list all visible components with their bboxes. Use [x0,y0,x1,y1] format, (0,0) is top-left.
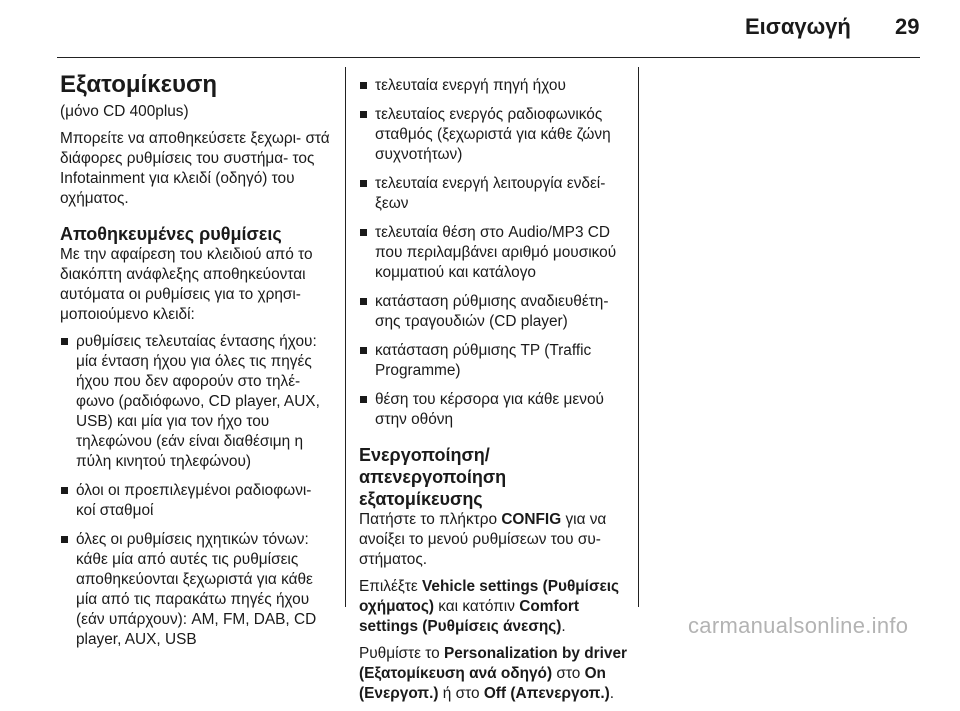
list-item: θέση του κέρσορα για κάθε μενού στην οθόνη [359,390,634,430]
intro-model-note: (μόνο CD 400plus) [60,103,189,120]
list-item: τελευταίος ενεργός ραδιοφωνικός σταθμός (ξεχωριστά για κάθε ζώνη συχνοτήτων) [359,105,634,165]
running-header-title: Εισαγωγή [745,14,851,39]
list-item: κατάσταση ρύθμισης αναδιευθέτη- σης τραγουδιών (CD player) [359,292,634,332]
set-mid-1: στο [556,665,581,682]
off-option-label: Off (Απενεργοπ.) [483,685,610,702]
config-key: CONFIG [501,511,562,528]
list-item: όλες οι ρυθμίσεις ηχητικών τόνων: κάθε μία από αυτές τις ρυθμίσεις αποθηκεύονται ξεχωριστά για κάθε μία από τις παρακάτω πηγές ήχου (εάν υπάρχουν): AM, FM, DAB, CD player, AUX, USB [60,530,330,650]
config-pre: Πατήστε το πλήκτρο [359,511,498,528]
config-instruction [359,510,634,570]
toggle-title-line-1: Ενεργοποίηση/ [359,445,490,465]
saved-settings-list [60,332,330,650]
set-end: . [609,685,615,702]
config-post: για να ανοίξει το μενού ρυθμίσεων του συ- στήματος. [359,511,607,568]
header-rule [57,57,920,58]
right-column [359,76,634,711]
column-divider-left [345,67,346,607]
saved-settings-text: Με την αφαίρεση του κλειδιού από το διακόπτη ανάφλεξης αποθηκεύονται αυτόματα οι ρυθμίσεις για το χρησι- μοποιούμενο κλειδί: [60,246,313,323]
personalization-label: Personalization by driver (Εξατομίκευση ανά οδηγό) [359,645,627,682]
select-mid: και κατόπιν [438,598,515,615]
select-instruction [359,577,634,637]
select-pre: Επιλέξτε [359,578,418,595]
page-number: 29 [895,14,920,39]
select-end: . [561,618,566,635]
set-instruction [359,644,634,704]
saved-settings-title: Αποθηκευμένες ρυθμίσεις [60,224,282,244]
list-item: τελευταία ενεργή λειτουργία ενδεί- ξεων [359,174,634,214]
comfort-settings-label: Comfort settings (Ρυθμίσεις άνεσης) [359,598,580,635]
intro-paragraph: Μπορείτε να αποθηκεύσετε ξεχωρι- στά διάφορες ρυθμίσεις του συστήμα- τος Infotainment για κλειδί (οδηγό) του οχήματος. [60,130,330,207]
column-divider-right [638,67,639,607]
watermark: carmanualsonline.info [688,613,909,638]
section-title: Εξατομίκευση [60,71,218,98]
saved-settings-list-continued [359,76,634,430]
vehicle-settings-label: Vehicle settings (Ρυθμίσεις οχήματος) [359,578,620,615]
list-item: ρυθμίσεις τελευταίας έντασης ήχου: μία ένταση ήχου για όλες τις πηγές ήχου που δεν αφορούν στο τηλέ- φωνο (ραδιόφωνο, CD player, AUX, USB) και μία για τον ήχο του τηλεφώνου (εάν είναι διαθέσιμη η πύλη κινητού τηλεφώνου) [60,332,330,472]
list-item: τελευταία ενεργή πηγή ήχου [359,76,634,96]
list-item: κατάσταση ρύθμισης TP (Traffic Programme) [359,341,634,381]
list-item: τελευταία θέση στο Audio/MP3 CD που περιλαμβάνει αριθμό μουσικού κομματιού και κατάλογο [359,223,634,283]
list-item: όλοι οι προεπιλεγμένοι ραδιοφωνι- κοί σταθμοί [60,481,330,521]
on-option-label: On (Ενεργοπ.) [359,665,606,702]
left-column [60,71,330,659]
toggle-title-line-2: απενεργοποίηση εξατομίκευσης [359,467,507,509]
set-pre: Ρυθμίστε το [359,645,440,662]
toggle-personalization-title [359,444,634,510]
set-mid-2: ή στο [442,685,480,702]
